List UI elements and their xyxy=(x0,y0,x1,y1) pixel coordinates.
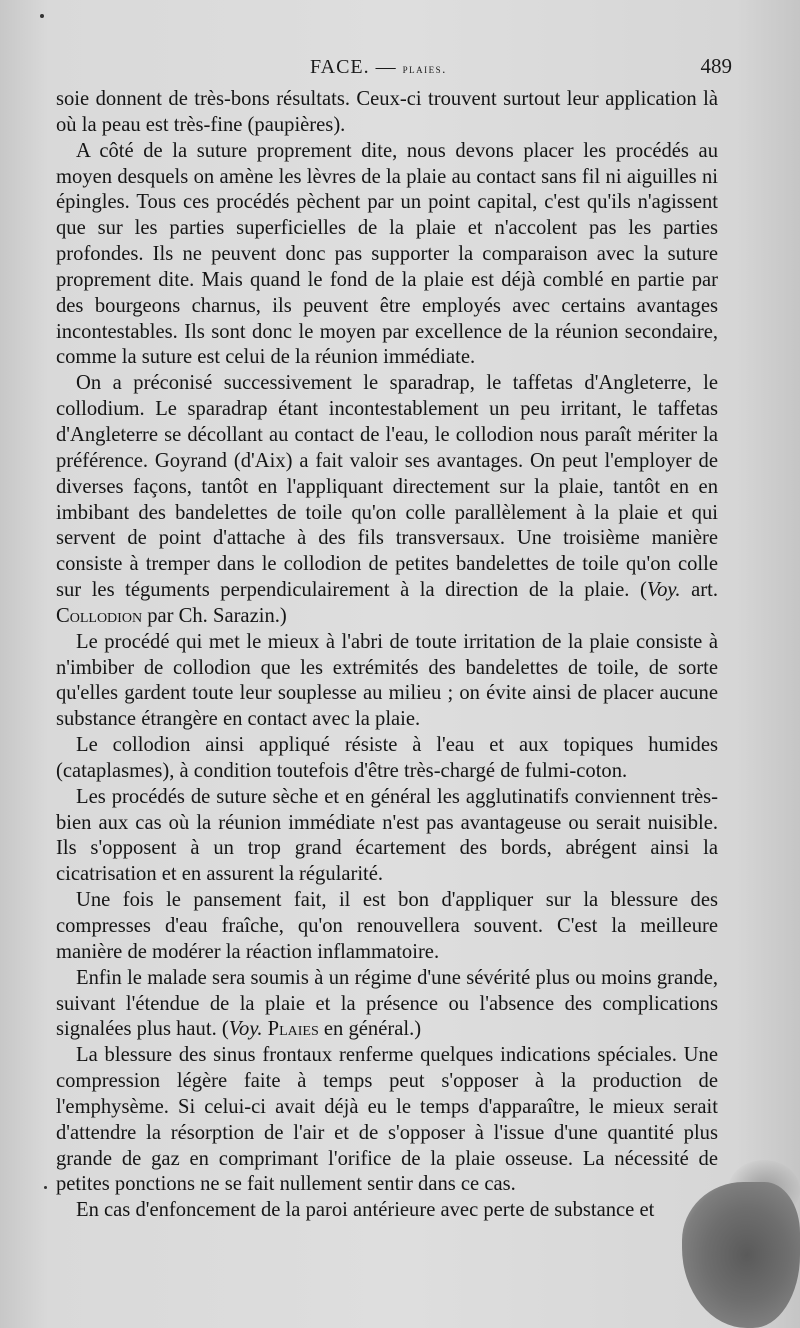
page-number: 489 xyxy=(700,54,732,78)
paragraph: Le procédé qui met le mieux à l'abri de toute irritation de la plaie consiste à n'imbiber de collodion que les extrémités des bandelettes de toile, de sorte qu'elles gardent toute leur souplesse au milieu ; on évite ainsi de placer aucune substance étrangère en contact avec la plaie. xyxy=(56,630,718,731)
speck xyxy=(44,1186,47,1189)
paragraph: soie donnent de très-bons résultats. Ceux-ci trouvent surtout leur application là où la peau est très-fine (paupières). xyxy=(56,88,718,136)
paragraph xyxy=(56,966,718,1044)
paragraph-text: Enfin le malade sera soumis à un régime d'une sévérité plus ou moins grande, suivant l'étendue de la plaie et la présence ou l'absence des complications signalées plus haut. ( xyxy=(56,966,718,1041)
running-title xyxy=(310,56,447,79)
voy-reference: Voy. xyxy=(646,579,681,602)
paragraph: A côté de la suture proprement dite, nous devons placer les procédés au moyen desquels on amène les lèvres de la plaie au contact sans fil ni aiguilles ni épingles. Tous ces procédés pèchent par un point capital, c'est qu'ils n'agissent que sur les parties superficielles de la plaie et n'accolent pas les parties profondes. Ils ne peuvent donc pas supporter la comparaison avec la suture proprement dite. Mais quand le fond de la plaie est déjà comblé en partie par des bourgeons charnus, ils peuvent être employés avec certains avantages incontestables. Ils sont donc le moyen par excellence de la réunion secondaire, comme la suture est celui de la réunion immédiate. xyxy=(56,139,718,369)
paragraph: La blessure des sinus frontaux renferme quelques indications spéciales. Une compression légère faite à temps peut s'opposer à la production de l'emphysème. Si celui-ci avait déjà eu le temps d'apparaître, le mieux serait d'attendre la résorption de l'air et de s'opposer à l'issue d'une quantité plus grande de gaz en comprimant l'orifice de la plaie osseuse. La nécessité de petites ponctions ne se fait nullement sentir dans ce cas. xyxy=(56,1044,718,1196)
paragraph: En cas d'enfoncement de la paroi antérieure avec perte de substance et xyxy=(76,1199,655,1222)
paragraph-text: On a préconisé successivement le sparadrap, le taffetas d'Angleterre, le collodium. Le sparadrap étant incontestablement un peu irritant, le taffetas d'Angleterre se décollant au contact de l'eau, le collodion nous paraît mériter la préférence. Goyrand (d'Aix) a fait valoir ses avantages. On peut l'employer de diverses façons, tantôt en l'appliquant directement sur la plaie, tantôt en en imbibant des bandelettes de toile qu'on colle parallèlement à la plaie et qui servent de point d'attache à des fils transversaux. Une troisième manière consiste à tremper dans le collodion de petites bandelettes de toile qu'on colle sur les téguments perpendiculairement à la direction de la plaie. ( xyxy=(56,372,718,602)
running-title-main: FACE. — xyxy=(310,56,403,78)
reference-article: Plaies xyxy=(262,1018,319,1041)
reference-article: Collodion xyxy=(56,604,143,627)
voy-reference: Voy. xyxy=(228,1018,263,1041)
running-title-sub: plaies. xyxy=(402,61,447,76)
body-text xyxy=(56,87,718,1224)
paragraph xyxy=(56,371,718,629)
paragraph: Une fois le pansement fait, il est bon d'appliquer sur la blessure des compresses d'eau fraîche, qu'on renouvellera souvent. C'est la meilleure manière de modérer la réaction inflammatoire. xyxy=(56,889,718,963)
reference-text: en général.) xyxy=(318,1018,422,1041)
paragraph: Le collodion ainsi appliqué résiste à l'eau et aux topiques humides (cataplasmes), à condition toutefois d'être très-chargé de fulmi-coton. xyxy=(56,734,718,782)
page-header xyxy=(40,54,740,84)
ink-stain xyxy=(682,1182,800,1328)
speck xyxy=(40,14,44,18)
reference-text: art. xyxy=(680,579,718,602)
paragraph: Les procédés de suture sèche et en général les agglutinatifs conviennent très-bien aux cas où la réunion immédiate n'est pas avantageuse ou serait nuisible. Ils s'opposent à un trop grand écartement des bords, abrégent ainsi la cicatrisation et en assurent la régularité. xyxy=(56,785,718,886)
reference-text: par Ch. Sarazin.) xyxy=(142,604,287,627)
